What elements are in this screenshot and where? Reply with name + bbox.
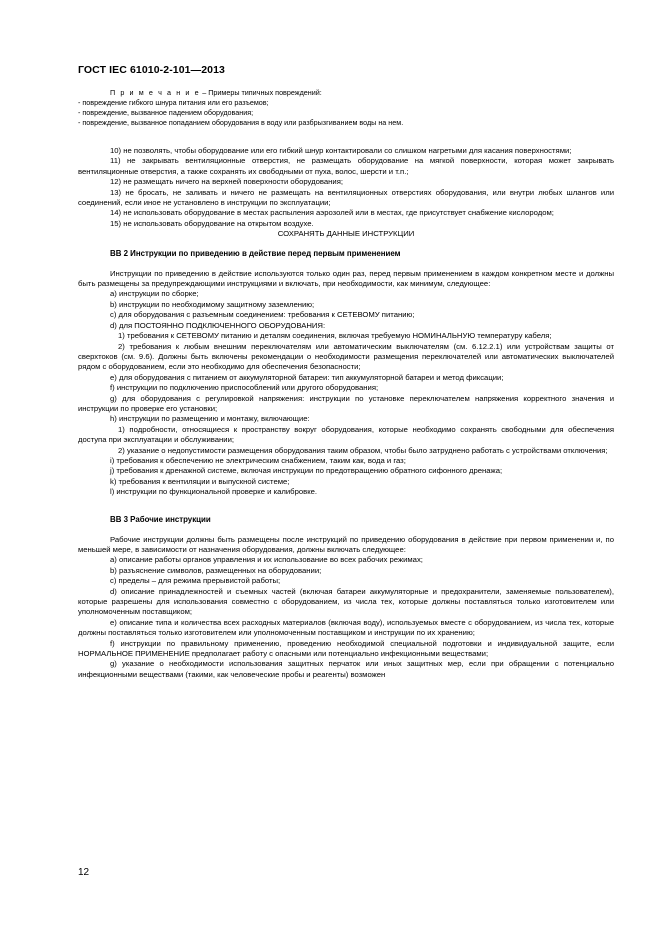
list-item: h) инструкции по размещению и монтажу, включающие: — [110, 414, 310, 424]
note-prefix: П р и м е ч а н и е — [110, 88, 201, 97]
bb3-item-list — [78, 555, 614, 680]
note-item: - повреждение гибкого шнура питания или его разъемов; — [78, 98, 269, 107]
section-heading-bb3: ВВ 3 Рабочие инструкции — [110, 514, 211, 524]
keep-instructions-notice: СОХРАНЯТЬ ДАННЫЕ ИНСТРУКЦИИ — [277, 229, 415, 239]
document-header: ГОСТ IEC 61010-2-101—2013 — [78, 64, 225, 76]
list-item: f) инструкции по подключению приспособлений или другого оборудования; — [110, 383, 379, 393]
list-item: 1) подробности, относящиеся к пространству вокруг оборудования, которые необходимо сохранять свободными для обеспечения доступа при эксплуатации и обслуживании; — [78, 424, 614, 445]
page-content — [78, 88, 614, 680]
list-item: d) описание принадлежностей и съемных частей (включая батареи аккумуляторные и предохранители, заменяемые пользователем), которые разрешены для использования совместно с оборудованием, из числа тех, которые должны поставляться только изготовителем или уполномоченным поставщиком; — [78, 586, 614, 617]
list-item: i) требования к обеспечению не электрическим снабжением, таким как, вода и газ; — [110, 455, 406, 465]
bb2-item-list — [78, 289, 614, 497]
rule-item: 15) не использовать оборудование на открытом воздухе. — [110, 218, 314, 228]
list-item: g) указание о необходимости использования защитных перчаток или иных защитных мер, если при обращении с потенциально инфекционными веществами (такими, как человеческие пробы и реагенты) возможен — [78, 659, 614, 679]
list-item: c) для оборудования с разъемным соединением: требования к СЕТЕВОМУ питанию; — [110, 310, 415, 320]
note-item: - повреждение, вызванное падением оборудования; — [78, 108, 254, 117]
page-number: 12 — [78, 867, 90, 878]
list-item: b) разъяснение символов, размещенных на оборудовании; — [110, 565, 322, 575]
rule-item: 10) не позволять, чтобы оборудование или его гибкий шнур контактировали со слишком нагретыми для касания поверхностями; — [110, 146, 572, 155]
list-item: а) описание работы органов управления и их использование во всех рабочих режимах; — [110, 555, 423, 565]
rule-item: 12) не размещать ничего на верхней поверхности оборудования; — [110, 177, 343, 187]
section-intro: Рабочие инструкции должны быть размещены после инструкций по приведению оборудования в действие при первом применении и, по меньшей мере, в зависимости от назначения оборудования, должны включать следующее: — [78, 534, 614, 554]
note-item: - повреждение, вызванное попаданием оборудования в воду или разбрызгиванием воды на нем. — [78, 118, 404, 127]
section-intro: Инструкции по приведению в действие используются только один раз, перед первым применением в каждом конкретном месте и должны быть размещены за предупреждающими инструкциями и включать, при необходимости, как минимум, следующее: — [78, 268, 614, 289]
list-item: е) для оборудования с питанием от аккумуляторной батареи: тип аккумуляторной батареи и метод фиксации; — [110, 372, 504, 382]
note-block — [78, 88, 614, 128]
list-item: b) инструкции по необходимому защитному заземлению; — [110, 299, 315, 309]
rule-item: 11) не закрывать вентиляционные отверстия, не размещать оборудование на мягкой поверхности, которая может закрывать вентиляционные отверстия, а также сохранять их свободными от пуха, волос, шерсти и т.п.; — [78, 156, 614, 176]
list-item: 2) указание о недопустимости размещения оборудования таким образом, чтобы было затруднено работать с устройствами отключения; — [118, 445, 608, 455]
rule-item: 14) не использовать оборудование в местах распыления аэрозолей или в местах, где присутствует снабжение кислородом; — [110, 208, 554, 218]
list-item: а) инструкции по сборке; — [110, 289, 199, 299]
list-item: f) инструкции по правильному применению, проведению необходимой специальной подготовки и индивидуальной защите, если НОРМАЛЬНОЕ ПРИМЕНЕНИЕ предполагает работу с опасными или потенциально инфекционными веществами; — [78, 638, 614, 659]
list-item: е) описание типа и количества всех расходных материалов (включая воду), используемых вместе с оборудованием, из числа тех, которые должны поставляться только изготовителем или уполномоченным поставщиком и инструкции по их хранению; — [78, 617, 614, 638]
list-item: j) требования к дренажной системе, включая инструкции по предотвращению обратного сифонного дренажа; — [110, 466, 503, 476]
section-heading-bb2: ВВ 2 Инструкции по приведению в действие перед первым применением — [110, 248, 401, 258]
rule-item: 13) не бросать, не заливать и ничего не размещать на вентиляционных отверстиях оборудования, или внутри любых шлангов или соединений, если иное не установлено в инструкции по эксплуатации; — [78, 187, 614, 208]
list-item: 1) требования к СЕТЕВОМУ питанию и деталям соединения, включая требуемую НОМИНАЛЬНУЮ температуру кабеля; — [118, 331, 552, 341]
list-item: d) для ПОСТОЯННО ПОДКЛЮЧЕННОГО ОБОРУДОВАНИЯ: — [110, 320, 326, 330]
list-item: k) требования к вентиляции и выпускной системе; — [110, 476, 290, 486]
note-title: П р и м е ч а н и е – Примеры типичных повреждений: — [110, 88, 322, 97]
list-item: l) инструкции по функциональной проверке и калибровке. — [110, 487, 318, 497]
list-item: c) пределы – для режима прерывистой работы; — [110, 576, 281, 586]
list-item: 2) требования к любым внешним переключателям или автоматическим выключателям (см. 6.12.2.1) или устройствам защиты от сверхтоков (см. 9.6). Должны быть включены рекомендации о необходимости размещения переключателей или автоматических выключателей рядом с оборудованием, если это необходимо для обеспечения безопасности; — [78, 341, 614, 372]
list-item: g) для оборудования с регулировкой напряжения: инструкции по установке переключателем напряжения корректного значения и инструкции по проверке его установки; — [78, 393, 614, 413]
